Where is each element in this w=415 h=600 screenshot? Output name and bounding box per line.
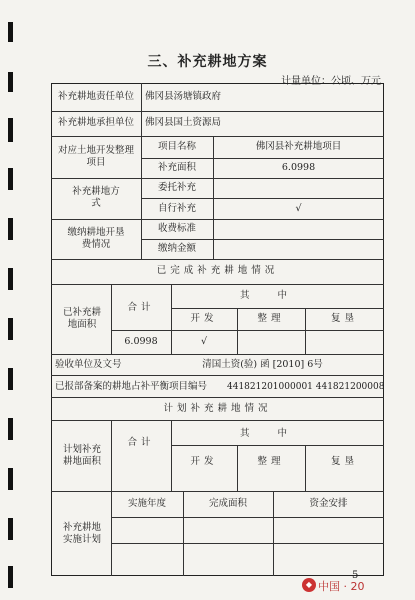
unit-label: 计量单位：公顷、万元	[281, 76, 381, 87]
fee-label: 缴纳耕地开垦费情况	[67, 227, 125, 250]
completed-total-label: 合计	[127, 302, 155, 313]
table-rule	[51, 178, 384, 179]
table-rule	[111, 543, 384, 544]
completed-develop-check: √	[200, 336, 208, 347]
binder-mark	[8, 22, 13, 42]
project-name-label: 项目名称	[157, 141, 196, 152]
table-rule	[141, 198, 384, 199]
plan-develop-label: 开发	[190, 456, 218, 467]
binder-mark	[8, 168, 13, 190]
table-rule	[171, 308, 384, 309]
table-rule	[171, 445, 384, 446]
page-title: 三、补充耕地方案	[147, 54, 268, 70]
completed-reclaim-label: 复垦	[330, 313, 358, 324]
completed-among-label: 其中	[239, 290, 315, 301]
binder-mark	[8, 566, 13, 588]
plan-among-label: 其中	[239, 428, 315, 439]
binder-mark	[8, 418, 13, 440]
fee-amount-label: 缴纳金额	[157, 243, 196, 254]
area-value: 6.0998	[281, 162, 316, 173]
binder-mark	[8, 518, 13, 540]
table-rule	[51, 420, 384, 421]
binder-mark	[8, 118, 13, 142]
table-rule	[111, 330, 384, 331]
binder-mark	[8, 318, 13, 340]
acceptance-value: 清国土资(验) 函 [2010] 6号	[202, 359, 323, 370]
responsible-unit-label: 补充耕地责任单位	[57, 91, 134, 102]
table-rule	[213, 136, 214, 259]
table-rule	[51, 259, 384, 260]
project-name-value: 佛冈县补充耕地项目	[255, 141, 342, 152]
plan-total-label: 合计	[127, 437, 155, 448]
responsible-unit-value: 佛冈县汤塘镇政府	[145, 91, 222, 102]
undertaker-unit-value: 佛冈县国土资源局	[145, 117, 222, 128]
table-rule	[51, 491, 384, 492]
page-number: 5	[352, 570, 359, 581]
binder-mark	[8, 72, 13, 92]
watermark-logo-icon: ◆	[302, 578, 316, 592]
table-rule	[51, 354, 384, 355]
undertaker-unit-label: 补充耕地承担单位	[57, 117, 134, 128]
table-rule	[51, 136, 384, 137]
table-rule	[51, 111, 384, 112]
table-rule	[111, 517, 384, 518]
entrust-label: 委托补充	[157, 182, 196, 193]
self-label: 自行补充	[157, 203, 196, 214]
schedule-label: 补充耕地实施计划	[62, 522, 101, 545]
acceptance-label: 验收单位及文号	[55, 359, 122, 370]
completed-area-label: 已补充耕地面积	[62, 307, 101, 330]
fee-standard-label: 收费标准	[157, 223, 196, 234]
binder-mark	[8, 468, 13, 490]
table-rule	[141, 239, 384, 240]
table-rule	[237, 445, 238, 491]
completed-total-value: 6.0998	[124, 336, 158, 347]
binder-mark	[8, 218, 13, 240]
completed-develop-label: 开发	[190, 313, 218, 324]
self-check: √	[295, 203, 302, 214]
project-label: 对应土地开发整理项目	[58, 145, 135, 168]
binder-mark	[8, 268, 13, 290]
table-rule	[111, 420, 112, 491]
year-label: 实施年度	[127, 498, 166, 509]
table-rule	[51, 284, 384, 285]
registered-value: 441821201000001 441821200008	[227, 382, 385, 392]
plan-area-label: 计划补充耕地面积	[62, 444, 101, 467]
funds-label: 资金安排	[309, 498, 348, 509]
completed-header: 已完成补充耕地情况	[156, 265, 279, 276]
registered-label: 已报部备案的耕地占补平衡项目编号	[55, 381, 208, 392]
method-label: 补充耕地方式	[72, 186, 120, 209]
completed-organize-label: 整理	[257, 313, 285, 324]
area-label: 补充面积	[157, 162, 196, 173]
table-rule	[51, 397, 384, 398]
done-area-label: 完成面积	[208, 498, 247, 509]
watermark: 中国 · 20	[318, 580, 365, 593]
table-rule	[51, 375, 384, 376]
table-rule	[305, 445, 306, 491]
binder-mark	[8, 368, 13, 390]
plan-organize-label: 整理	[257, 456, 285, 467]
table-rule	[141, 158, 384, 159]
plan-reclaim-label: 复垦	[330, 456, 358, 467]
table-rule	[51, 219, 384, 220]
plan-header: 计划补充耕地情况	[163, 403, 272, 414]
